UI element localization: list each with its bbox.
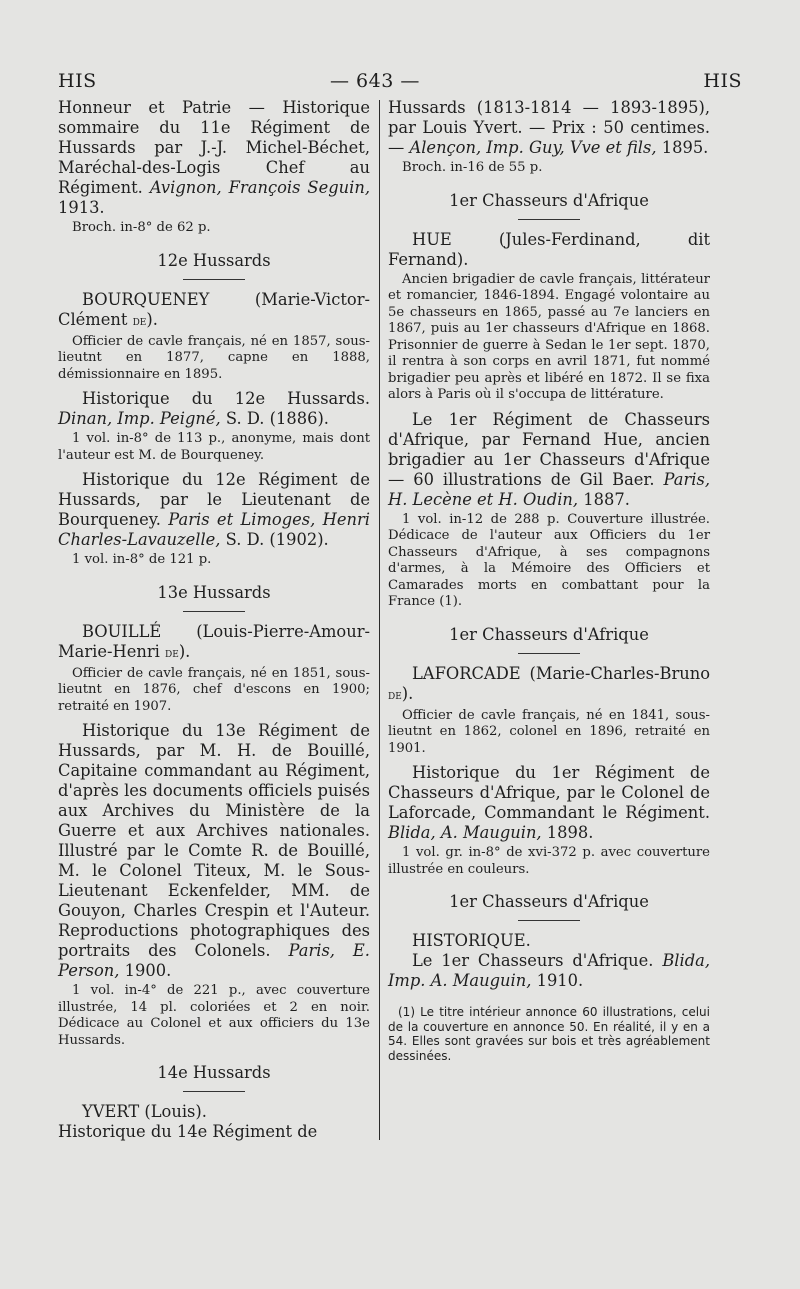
entry-text: Historique du 1er Régiment de Chasseurs d'Afrique, par le Colonel de Laforcade, Commandant le Régiment. Blida, A. Mauguin, 1898. xyxy=(388,763,710,842)
author-bio: Ancien brigadier de cavle français, littérateur et romancier, 1846-1894. Engagé volontaire au 5e chasseurs en 1865, passé au 7e lanciers en 1867, puis au 1er chasseurs d'Afrique en 1868. Prisonnier de guerre à Sedan le 1er sept. 1870, il rentra à son corps en avril 1871, fut nommé brigadier peu après et libéré en 1872. Il se fixa alors à Paris où il s'occupa de littérature. xyxy=(388,271,710,402)
section-rule xyxy=(183,1091,245,1092)
entry-description: 1 vol. in-12 de 288 p. Couverture illustrée. Dédicace de l'auteur aux Officiers du 1er Chasseurs d'Afrique, à ses compagnons d'armes, à la Mémoire des Officiers et Camarades morts en combattant pour la France (1). xyxy=(388,511,710,609)
entry-text: Historique du 13e Régiment de Hussards, par M. H. de Bouillé, Capitaine commandant au Régiment, d'après les documents officiels puisés aux Archives du Ministère de la Guerre et aux Archives nationales. Illustré par le Comte R. de Bouillé, M. le Colonel Titeux, M. le Sous-Lieutenant Eckenfelder, MM. de Gouyon, Charles Crespin et l'Auteur. Reproductions photographiques des portraits des Colonels. Paris, E. Person, 1900. xyxy=(58,721,370,980)
entry-text: Le 1er Chasseurs d'Afrique. Blida, Imp. A. Mauguin, 1910. xyxy=(388,951,710,990)
right-column xyxy=(388,98,710,1063)
section-rule xyxy=(183,279,245,280)
section-rule xyxy=(518,920,580,921)
entry-text: Historique du 12e Hussards. Dinan, Imp. Peigné, S. D. (1886). xyxy=(58,389,370,428)
author-heading: BOURQUENEY (Marie-Victor-Clément de). xyxy=(58,289,370,329)
footnote: (1) Le titre intérieur annonce 60 illustrations, celui de la couverture en annonce 50. En réalité, il y en a 54. Elles sont gravées sur bois et très agréablement dessinées. xyxy=(388,1005,710,1063)
section-heading: 14e Hussards xyxy=(157,1063,271,1082)
entry-description: Broch. in-8° de 62 p. xyxy=(72,220,211,235)
page-number: — 643 — xyxy=(330,70,420,92)
author-bio: Officier de cavle français, né en 1841, sous-lieutnt en 1862, colonel en 1896, retraité en 1901. xyxy=(388,707,710,756)
section-rule xyxy=(518,653,580,654)
author-bio: Officier de cavle français, né en 1857, sous-lieutnt en 1877, capne en 1888, démissionnaire en 1895. xyxy=(58,333,370,382)
entry-text: Honneur et Patrie — Historique sommaire du 11e Régiment de Hussards par J.-J. Michel-Béchet, Maréchal-des-Logis Chef au Régiment. Avignon, François Seguin, 1913. xyxy=(58,98,370,217)
author-heading: HISTORIQUE. xyxy=(412,931,531,950)
section-rule xyxy=(518,219,580,220)
entry-text: Hussards (1813-1814 — 1893-1895), par Louis Yvert. — Prix : 50 centimes. — Alençon, Imp. Guy, Vve et fils, 1895. xyxy=(388,98,710,157)
entry-description: 1 vol. in-8° de 121 p. xyxy=(72,552,212,567)
entry-description: 1 vol. in-8° de 113 p., anonyme, mais dont l'auteur est M. de Bourqueney. xyxy=(58,431,370,463)
author-heading: BOUILLÉ (Louis-Pierre-Amour-Marie-Henri de). xyxy=(58,621,370,661)
entry-description: Broch. in-16 de 55 p. xyxy=(402,160,543,175)
section-heading: 13e Hussards xyxy=(157,582,271,602)
entry-text: Le 1er Régiment de Chasseurs d'Afrique, par Fernand Hue, ancien brigadier au 1er Chasseurs d'Afrique — 60 illustrations de Gil Baer. Paris, H. Lecène et H. Oudin, 1887. xyxy=(388,409,710,509)
author-heading: LAFORCADE (Marie-Charles-Bruno de). xyxy=(388,663,710,703)
section-heading: 1er Chasseurs d'Afrique xyxy=(449,624,649,644)
entry-description: 1 vol. in-4° de 221 p., avec couverture illustrée, 14 pl. coloriées et 2 en noir. Dédicace au Colonel et aux officiers du 13e Hussards. xyxy=(58,983,370,1048)
author-bio: Officier de cavle français, né en 1851, sous-lieutnt en 1876, chef d'escons en 1900; retraité en 1907. xyxy=(58,665,370,714)
author-heading: HUE (Jules-Ferdinand, dit Fernand). xyxy=(388,229,710,269)
column-divider xyxy=(379,100,380,1140)
entry-description: 1 vol. gr. in-8° de xvi-372 p. avec couverture illustrée en couleurs. xyxy=(388,845,710,877)
section-heading: 1er Chasseurs d'Afrique xyxy=(449,892,649,911)
running-head-right: HIS xyxy=(703,70,742,92)
left-column xyxy=(58,98,370,1142)
author-heading: YVERT (Louis). xyxy=(82,1102,207,1121)
section-heading: 12e Hussards xyxy=(157,250,271,270)
entry-text: Historique du 14e Régiment de xyxy=(58,1122,318,1141)
section-rule xyxy=(183,611,245,612)
section-heading: 1er Chasseurs d'Afrique xyxy=(449,190,649,210)
entry-text: Historique du 12e Régiment de Hussards, par le Lieutenant de Bourqueney. Paris et Limoges, Henri Charles-Lavauzelle, S. D. (1902). xyxy=(58,470,370,549)
running-head-left: HIS xyxy=(58,70,97,92)
